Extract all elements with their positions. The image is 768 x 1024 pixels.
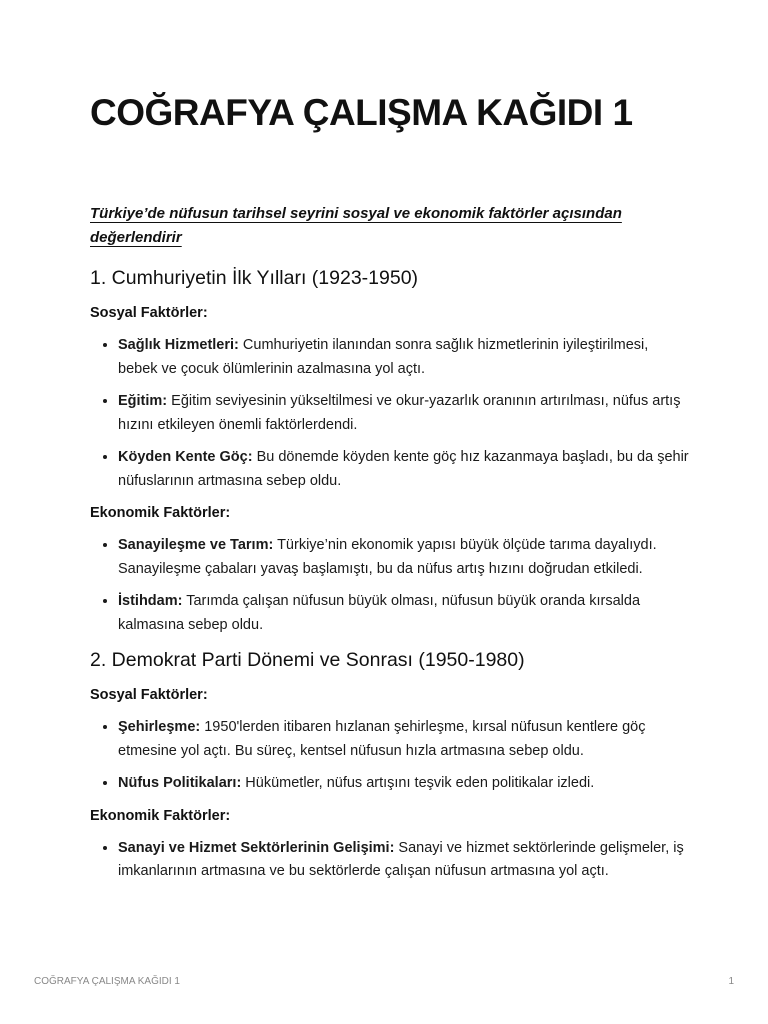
item-lead: Nüfus Politikaları: [118,775,242,791]
bullet-list-social-1 [90,334,690,493]
bullet-list-social-2 [90,716,690,796]
item-lead: Sanayileşme ve Tarım: [118,537,274,553]
page-number: 1 [728,976,734,987]
item-text: Eğitim seviyesinin yükseltilmesi ve okur-yazarlık oranının artırılması, nüfus artış hızını etkileyen önemli faktörlerdendi. [118,393,681,433]
item-lead: Eğitim: [118,393,168,409]
document-title: COĞRAFYA ÇALIŞMA KAĞIDI 1 [90,92,633,133]
item-lead: Şehirleşme: [118,719,201,735]
item-text: Sanayi ve hizmet sektörlerinde gelişmeler, iş imkanlarının artmasına ve bu sektörlerde çalışan nüfusun artmasına yol açtı. [118,839,684,879]
section-heading-2: 2. Demokrat Parti Dönemi ve Sonrası (1950-1980) [90,649,525,671]
item-text: Tarımda çalışan nüfusun büyük olması, nüfusun büyük oranda kırsalda kalmasına sebep oldu. [118,593,641,633]
footer-title: COĞRAFYA ÇALIŞMA KAĞIDI 1 [34,976,180,987]
list-item [118,446,690,493]
item-text: Türkiye’nin ekonomik yapısı büyük ölçüde tarıma dayalıydı. Sanayileşme çabaları yavaş başlamıştı, bu da nüfus artış hızını doğrudan etkiledi. [118,537,657,577]
item-lead: Köyden Kente Göç: [118,449,253,465]
item-text: Hükümetler, nüfus artışını teşvik eden politikalar izledi. [241,775,595,791]
item-text: 1950'lerden itibaren hızlanan şehirleşme, kırsal nüfusun kentlere göç etmesine yol açtı. Bu süreç, kentsel nüfusun hızla artmasına sebep oldu. [118,719,646,759]
item-lead: Sanayi ve Hizmet Sektörlerinin Gelişimi: [118,839,395,856]
list-item [118,334,690,381]
list-item [118,534,690,581]
group-label-social-1: Sosyal Faktörler: [90,305,208,321]
item-text: Cumhuriyetin ilanından sonra sağlık hizmetlerinin iyileştirilmesi, bebek ve çocuk ölümlerinin azalmasına yol açtı. [118,337,649,377]
list-item [118,390,690,437]
bullet-list-economic-2 [90,837,690,884]
item-lead: İstihdam: [118,593,183,609]
document-content [90,264,690,893]
bullet-list-economic-1 [90,534,690,637]
list-item [118,772,690,796]
item-lead: Sağlık Hizmetleri: [118,337,239,353]
item-text: Bu dönemde köyden kente göç hız kazanmaya başladı, bu da şehir nüfuslarının artmasına sebep oldu. [118,449,689,489]
group-label-economic-1: Ekonomik Faktörler: [90,505,231,521]
list-item [118,716,690,763]
list-item [118,837,690,884]
section-heading-1: 1. Cumhuriyetin İlk Yılları (1923-1950) [90,267,419,289]
group-label-social-2: Sosyal Faktörler: [90,687,208,703]
group-label-economic-2: Ekonomik Faktörler: [90,807,231,824]
document-subtitle: Türkiye’de nüfusun tarihsel seyrini sosyal ve ekonomik faktörler açısından değerlendirir [90,205,622,246]
list-item [118,590,690,637]
